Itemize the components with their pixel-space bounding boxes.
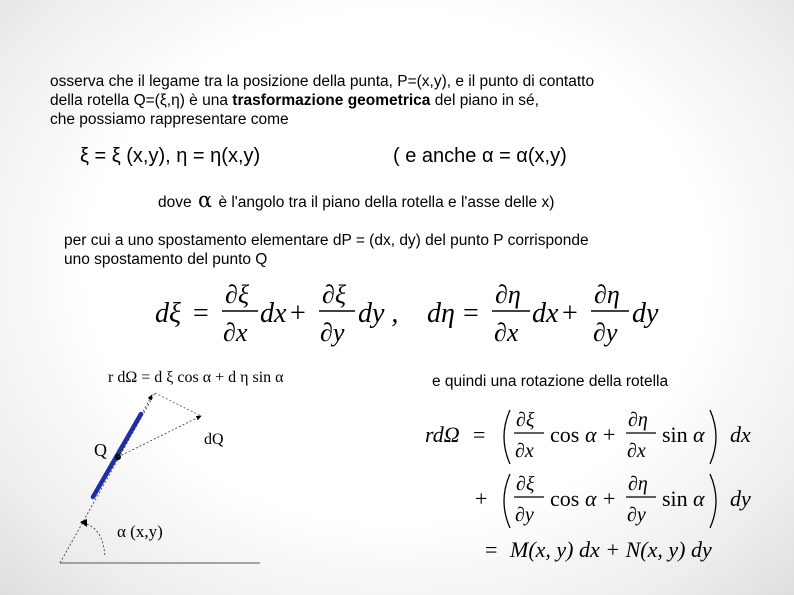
svg-text:+: + (603, 486, 616, 511)
svg-text:=: = (193, 298, 209, 329)
dove-line (158, 188, 554, 212)
perpendicular-line (155, 393, 201, 416)
svg-text:∂ξ: ∂ξ (322, 280, 346, 309)
svg-text:=: = (473, 422, 486, 447)
svg-text:dy: dy (632, 298, 659, 329)
dove-pre: dove (158, 194, 192, 211)
relation-left: ξ = ξ (x,y), η = η(x,y) (80, 145, 261, 167)
svg-text:∂η: ∂η (628, 409, 648, 431)
intro-line-2-post: del piano in sé, (430, 92, 539, 109)
dove-post: è l'angolo tra il piano della rotella e l'asse delle x) (218, 194, 555, 211)
angle-arc (83, 523, 105, 557)
svg-text:dξ: dξ (155, 298, 181, 329)
spostamento-line-2: uno spostamento del punto Q (64, 251, 268, 268)
alpha-label: α (x,y) (117, 522, 163, 541)
svg-text:α: α (693, 486, 705, 511)
svg-text:∂y: ∂y (320, 318, 345, 347)
svg-text:α: α (693, 422, 705, 447)
spostamento-paragraph (64, 231, 589, 269)
q-label: Q (94, 440, 107, 460)
svg-text:=: = (463, 298, 479, 329)
svg-text:M(x, y) dx + N(x, y) dy: M(x, y) dx + N(x, y) dy (510, 537, 712, 562)
svg-text:sin: sin (662, 486, 688, 511)
svg-text:+: + (603, 422, 616, 447)
svg-text:+: + (290, 298, 306, 329)
wheel-diagram (55, 385, 275, 570)
intro-line-2-pre: della rotella Q=(ξ,η) è una (50, 92, 233, 109)
rotation-text: e quindi una rotazione della rotella (432, 373, 669, 390)
svg-text:∂η: ∂η (594, 280, 620, 309)
svg-text:cos: cos (550, 486, 580, 511)
svg-text:∂ξ: ∂ξ (225, 280, 249, 309)
intro-line-2 (50, 91, 594, 110)
svg-text:rdΩ: rdΩ (425, 422, 460, 447)
relation-right: ( e anche α = α(x,y) (393, 145, 567, 167)
svg-text:dx: dx (260, 298, 287, 329)
svg-text:α: α (585, 422, 597, 447)
diagram-top-label: r dΩ = d ξ cos α + d η sin α (108, 369, 284, 386)
svg-text:∂η: ∂η (628, 473, 648, 495)
svg-text:dx: dx (730, 422, 751, 447)
svg-text:cos: cos (550, 422, 580, 447)
rotation-equations (420, 402, 790, 577)
svg-text:∂ξ: ∂ξ (516, 473, 535, 495)
svg-text:∂ξ: ∂ξ (516, 409, 535, 431)
svg-text:∂y: ∂y (593, 318, 618, 347)
svg-text:dη: dη (427, 298, 455, 329)
svg-text:∂x: ∂x (627, 440, 646, 462)
differential-equations (150, 275, 670, 350)
alpha-symbol: α (197, 188, 213, 212)
intro-bold-term: trasformazione geometrica (232, 92, 431, 109)
svg-text:∂x: ∂x (515, 440, 534, 462)
svg-text:sin: sin (662, 422, 688, 447)
intro-paragraph (50, 72, 594, 129)
svg-text:α: α (585, 486, 597, 511)
svg-text:∂x: ∂x (494, 318, 519, 347)
svg-text:+: + (475, 486, 488, 511)
svg-text:∂η: ∂η (495, 280, 521, 309)
svg-text:=: = (485, 537, 498, 562)
svg-text:+: + (562, 298, 578, 329)
intro-line-1: osserva che il legame tra la posizione della punta, P=(x,y), e il punto di contatto (50, 73, 595, 90)
svg-text:∂x: ∂x (223, 318, 248, 347)
svg-text:∂y: ∂y (627, 504, 646, 526)
dq-label: dQ (204, 431, 224, 448)
svg-text:∂y: ∂y (515, 504, 534, 526)
intro-line-3: che possiamo rappresentare come (50, 111, 289, 128)
svg-text:dx: dx (532, 298, 559, 329)
svg-text:dy ,: dy , (358, 298, 399, 329)
spostamento-line-1: per cui a uno spostamento elementare dP = (dx, dy) del punto P corrisponde (64, 232, 589, 249)
svg-text:dy: dy (730, 486, 751, 511)
